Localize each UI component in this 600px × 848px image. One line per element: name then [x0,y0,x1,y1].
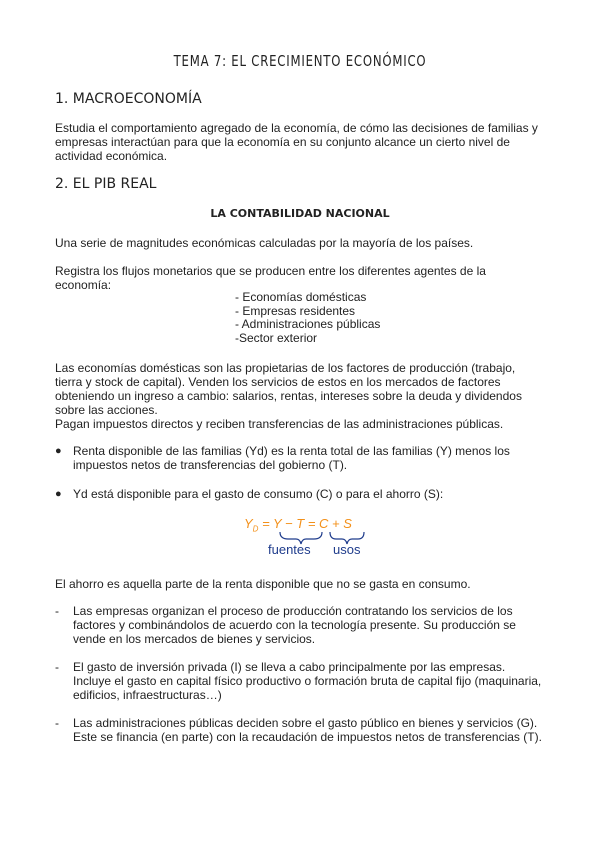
formula-equation: $Y_D = Y - T = C + S$ [244,516,352,534]
item-administraciones: Las administraciones públicas deciden sobre el gasto público en bienes y servicios (G). Este se financia (en parte) con la recaudación de impuestos netos de transferencias (T). [73,716,542,744]
subheading-contabilidad-nacional: LA CONTABILIDAD NACIONAL [210,207,390,220]
paragraph-impuestos: Pagan impuestos directos y reciben transferencias de las administraciones públicas. [55,417,504,431]
formula-label-usos: usos [333,542,361,557]
list-item: -Sector exterior [235,330,318,345]
list-item: - Economías domésticas [235,290,367,304]
paragraph-economias-domesticas: Las economías domésticas son las propietarias de los factores de producción (trabajo, tierra y stock de capital). Venden los servicios de estos en los mercados de factores obteniendo un ingreso a cambio: salarios, rentas, intereses sobre la deuda y dividendos sobre las acciones. [55,361,522,417]
dash-marker: - [55,604,59,618]
list-item: - Administraciones públicas [235,317,381,331]
agents-list [235,291,380,345]
paragraph-magnitudes: Una serie de magnitudes económicas calculadas por la mayoría de los países. [55,236,474,250]
bullet-yd-disponible: Yd está disponible para el gasto de consumo (C) o para el ahorro (S): [73,487,444,501]
section-heading-macroeconomia: 1. MACROECONOMÍA [55,91,202,107]
dash-marker: - [55,716,59,730]
bullet-icon: ● [55,445,62,457]
formula-renta-disponible [230,512,390,564]
formula-label-fuentes: fuentes [268,542,311,557]
dash-marker: - [55,660,59,674]
item-empresas: Las empresas organizan el proceso de producción contratando los servicios de los factores y combinándolos de acuerdo con la tecnología presente. Su producción se vende en los mercados de bienes y servicios. [73,604,516,646]
page-title: TEMA 7: EL CRECIMIENTO ECONÓMICO [173,52,427,70]
item-inversion-privada: El gasto de inversión privada (I) se lleva a cabo principalmente por las empresas. Incluye el gasto en capital físico productivo o formación bruta de capital fijo (maquinaria, edificios, infraestructuras…) [73,660,542,702]
section-heading-pib-real: 2. EL PIB REAL [55,176,157,192]
bullet-icon: ● [55,488,62,500]
list-item: - Empresas residentes [235,303,356,318]
bullet-renta-disponible: Renta disponible de las familias (Yd) es la renta total de las familias (Y) menos los impuestos netos de transferencias del gobierno (T). [73,444,510,472]
paragraph-flujos: Registra los flujos monetarios que se producen entre los diferentes agentes de la economía: [55,264,486,292]
paragraph-macroeconomia: Estudia el comportamiento agregado de la economía, de cómo las decisiones de familias y empresas interactúan para que la economía en su conjunto alcance un cierto nivel de actividad económica. [55,121,538,163]
paragraph-ahorro: El ahorro es aquella parte de la renta disponible que no se gasta en consumo. [55,577,471,591]
